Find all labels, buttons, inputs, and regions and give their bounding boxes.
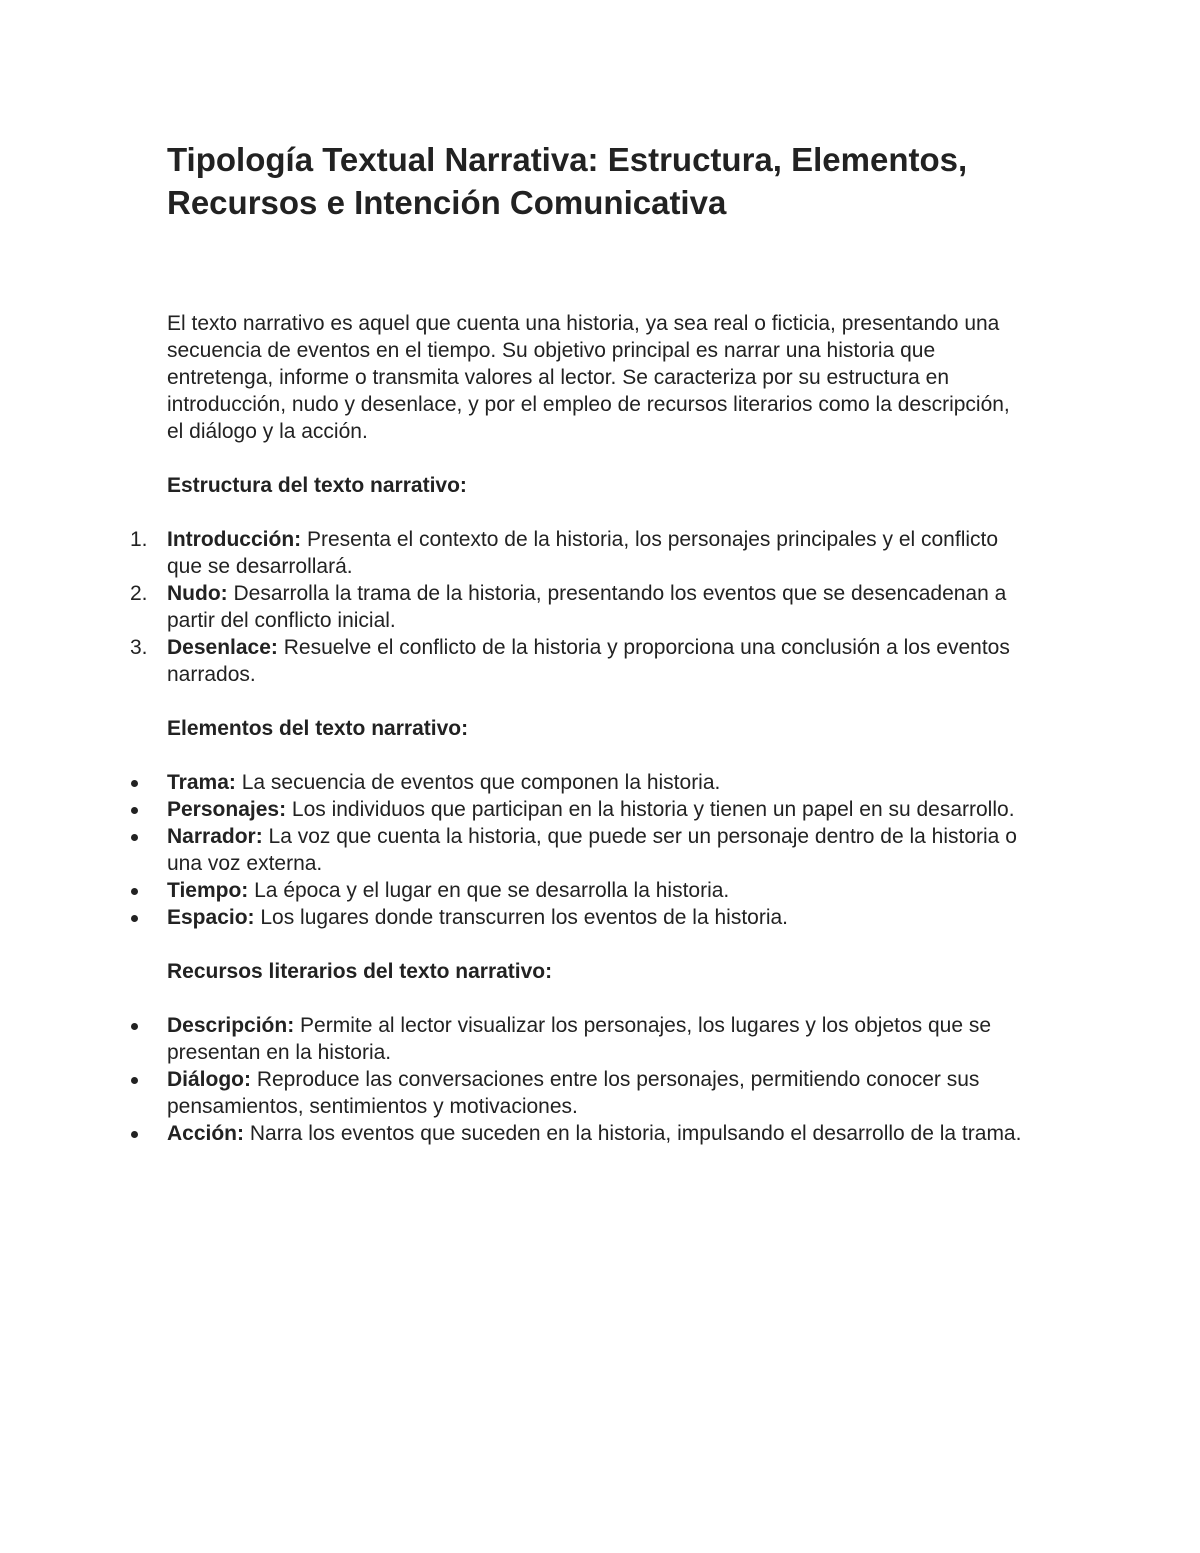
list-item bbox=[167, 877, 1030, 904]
item-text: Permite al lector visualizar los personajes, los lugares y los objetos que se presentan en la historia. bbox=[167, 1014, 992, 1064]
list-number: 2. bbox=[130, 582, 148, 605]
document-title: Tipología Textual Narrativa: Estructura, Elementos, Recursos e Intención Comunicativa bbox=[167, 141, 968, 221]
list-item bbox=[167, 769, 1030, 796]
list-item bbox=[167, 796, 1030, 823]
item-text: Desarrolla la trama de la historia, presentando los eventos que se desencadenan a partir del conflicto inicial. bbox=[167, 582, 1007, 632]
bullet-icon bbox=[131, 834, 138, 841]
item-text: Resuelve el conflicto de la historia y proporciona una conclusión a los eventos narrados. bbox=[167, 636, 1010, 686]
list-number: 1. bbox=[130, 528, 148, 551]
bullet-icon bbox=[131, 1077, 138, 1084]
list-item bbox=[167, 1120, 1030, 1147]
list-number: 3. bbox=[130, 636, 148, 659]
item-term: Descripción: bbox=[167, 1014, 295, 1037]
item-term: Diálogo: bbox=[167, 1068, 251, 1091]
list-item bbox=[130, 580, 1030, 634]
item-term: Espacio: bbox=[167, 906, 255, 929]
bullet-icon bbox=[131, 915, 138, 922]
bullet-icon bbox=[131, 888, 138, 895]
list-item bbox=[167, 1012, 1030, 1066]
elementos-list bbox=[167, 769, 1030, 931]
item-text: Narra los eventos que suceden en la historia, impulsando el desarrollo de la trama. bbox=[244, 1122, 1022, 1145]
bullet-icon bbox=[131, 807, 138, 814]
item-text: Presenta el contexto de la historia, los personajes principales y el conflicto que se desarrollará. bbox=[167, 528, 999, 578]
item-text: La voz que cuenta la historia, que puede ser un personaje dentro de la historia o una voz externa. bbox=[167, 825, 1017, 875]
recursos-list bbox=[167, 1012, 1030, 1147]
intro-paragraph: El texto narrativo es aquel que cuenta una historia, ya sea real o ficticia, presentando una secuencia de eventos en el tiempo. Su objetivo principal es narrar una historia que entretenga, informe o transmita valores al lector. Se caracteriza por su estructura en introducción, nudo y desenlace, y por el empleo de recursos literarios como la descripción, el diálogo y la acción. bbox=[167, 312, 1010, 443]
item-text: Los individuos que participan en la historia y tienen un papel en su desarrollo. bbox=[286, 798, 1015, 821]
recursos-heading: Recursos literarios del texto narrativo: bbox=[167, 960, 553, 983]
list-item bbox=[130, 634, 1030, 688]
item-text: Los lugares donde transcurren los eventos de la historia. bbox=[254, 906, 789, 929]
bullet-icon bbox=[131, 1131, 138, 1138]
item-term: Nudo: bbox=[167, 582, 228, 605]
item-term: Introducción: bbox=[167, 528, 302, 551]
bullet-icon bbox=[131, 780, 138, 787]
estructura-list bbox=[130, 526, 1030, 688]
item-term: Narrador: bbox=[167, 825, 263, 848]
estructura-heading: Estructura del texto narrativo: bbox=[167, 474, 467, 497]
item-text: Reproduce las conversaciones entre los personajes, permitiendo conocer sus pensamientos, sentimientos y motivaciones. bbox=[167, 1068, 980, 1118]
list-item bbox=[167, 823, 1030, 877]
list-item bbox=[167, 1066, 1030, 1120]
item-term: Trama: bbox=[167, 771, 236, 794]
elementos-heading: Elementos del texto narrativo: bbox=[167, 717, 469, 740]
list-item bbox=[167, 904, 1030, 931]
list-item bbox=[130, 526, 1030, 580]
item-term: Desenlace: bbox=[167, 636, 278, 659]
item-text: La secuencia de eventos que componen la historia. bbox=[235, 771, 721, 794]
bullet-icon bbox=[131, 1023, 138, 1030]
item-text: La época y el lugar en que se desarrolla la historia. bbox=[248, 879, 730, 902]
item-term: Acción: bbox=[167, 1122, 245, 1145]
item-term: Personajes: bbox=[167, 798, 287, 821]
item-term: Tiempo: bbox=[167, 879, 249, 902]
